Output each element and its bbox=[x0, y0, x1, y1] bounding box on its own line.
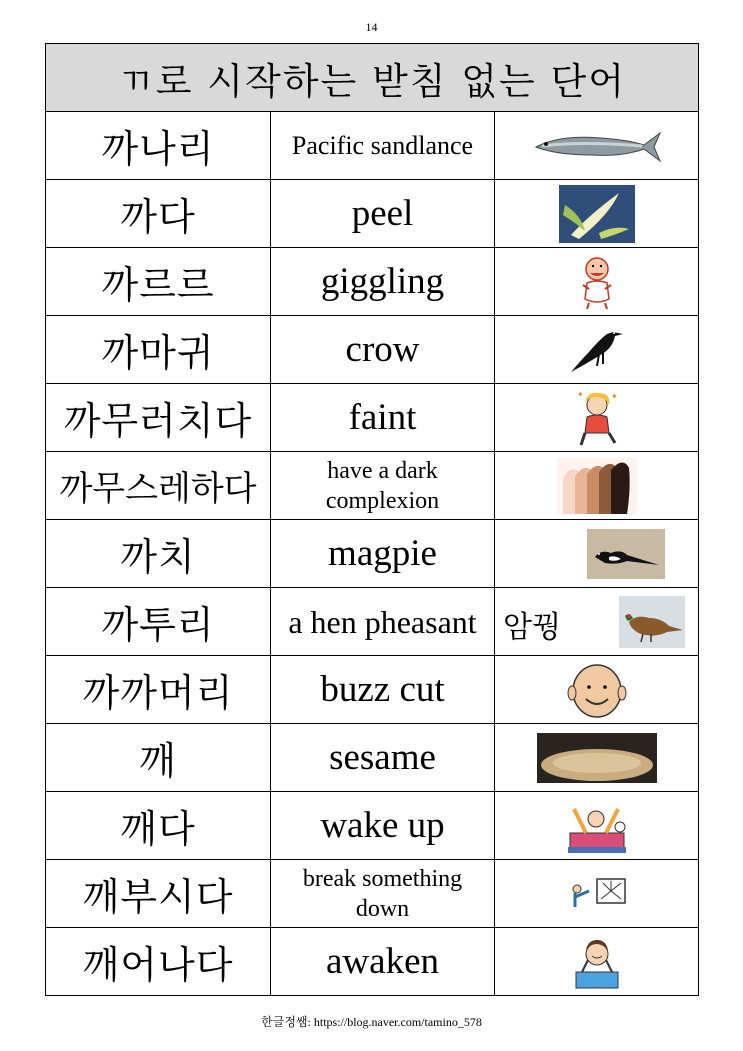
english-word bbox=[271, 452, 495, 520]
fish-icon bbox=[532, 129, 662, 163]
picture-cell bbox=[495, 112, 699, 180]
english-word: Pacific sandlance bbox=[271, 112, 495, 180]
vocabulary-table bbox=[45, 43, 699, 996]
english-word: faint bbox=[271, 384, 495, 452]
picture-cell bbox=[495, 316, 699, 384]
english-word bbox=[271, 860, 495, 928]
svg-text:✦: ✦ bbox=[576, 389, 584, 399]
picture-cell bbox=[495, 520, 699, 588]
korean-word: 깨다 bbox=[46, 792, 271, 860]
picture-cell bbox=[495, 860, 699, 928]
korean-word: 깨부시다 bbox=[46, 860, 271, 928]
korean-word: 까나리 bbox=[46, 112, 271, 180]
picture-cell bbox=[495, 792, 699, 860]
table-row bbox=[46, 588, 699, 656]
table-row bbox=[46, 384, 699, 452]
banana-icon bbox=[559, 185, 635, 243]
english-word: crow bbox=[271, 316, 495, 384]
table-row bbox=[46, 112, 699, 180]
english-word: buzz cut bbox=[271, 656, 495, 724]
smashing-window-icon bbox=[567, 877, 627, 911]
picture-cell bbox=[495, 588, 699, 656]
pheasant-icon bbox=[619, 596, 685, 648]
baby-icon bbox=[579, 255, 615, 309]
korean-word: 까마귀 bbox=[46, 316, 271, 384]
table-row bbox=[46, 316, 699, 384]
english-word-line: have a dark bbox=[327, 457, 438, 484]
table-row bbox=[46, 248, 699, 316]
english-word: a hen pheasant bbox=[271, 588, 495, 656]
bald-head-icon bbox=[567, 661, 627, 719]
table-row bbox=[46, 180, 699, 248]
skin-tones-icon bbox=[557, 458, 637, 514]
korean-word: 깨어나다 bbox=[46, 928, 271, 996]
dizzy-girl-icon bbox=[575, 389, 619, 447]
magpie-icon bbox=[587, 529, 665, 579]
korean-word: 까무스레하다 bbox=[46, 452, 271, 520]
english-word-line: complexion bbox=[325, 487, 440, 514]
picture-cell bbox=[495, 656, 699, 724]
table-row bbox=[46, 724, 699, 792]
table-title: ㄲ로 시작하는 받침 없는 단어 bbox=[46, 44, 699, 112]
english-word: awaken bbox=[271, 928, 495, 996]
korean-word: 까투리 bbox=[46, 588, 271, 656]
english-word: wake up bbox=[271, 792, 495, 860]
english-word: sesame bbox=[271, 724, 495, 792]
page-number: 14 bbox=[365, 20, 378, 34]
table-row bbox=[46, 520, 699, 588]
korean-word: 까무러치다 bbox=[46, 384, 271, 452]
picture-cell bbox=[495, 452, 699, 520]
picture-cell bbox=[495, 928, 699, 996]
waking-boy-icon bbox=[574, 934, 620, 990]
english-word: peel bbox=[271, 180, 495, 248]
korean-word: 까르르 bbox=[46, 248, 271, 316]
korean-word: 깨 bbox=[46, 724, 271, 792]
sesame-icon bbox=[537, 733, 657, 783]
korean-aside-label: 암꿩 bbox=[503, 610, 561, 645]
crow-icon bbox=[569, 326, 625, 374]
korean-word: 까치 bbox=[46, 520, 271, 588]
english-word: giggling bbox=[271, 248, 495, 316]
picture-cell bbox=[495, 384, 699, 452]
table-row bbox=[46, 928, 699, 996]
english-word-line: break something bbox=[302, 865, 463, 892]
table-row bbox=[46, 860, 699, 928]
waking-person-icon bbox=[566, 797, 628, 855]
picture-cell bbox=[495, 724, 699, 792]
english-word-line: down bbox=[355, 895, 410, 922]
footer-credit: 한글정쌤: https://blog.naver.com/tamino_578 bbox=[261, 1015, 482, 1029]
table-row bbox=[46, 656, 699, 724]
korean-word: 까까머리 bbox=[46, 656, 271, 724]
korean-word: 까다 bbox=[46, 180, 271, 248]
table-row bbox=[46, 452, 699, 520]
table-row bbox=[46, 792, 699, 860]
picture-cell bbox=[495, 248, 699, 316]
svg-text:✦: ✦ bbox=[610, 391, 618, 401]
picture-cell bbox=[495, 180, 699, 248]
english-word: magpie bbox=[271, 520, 495, 588]
